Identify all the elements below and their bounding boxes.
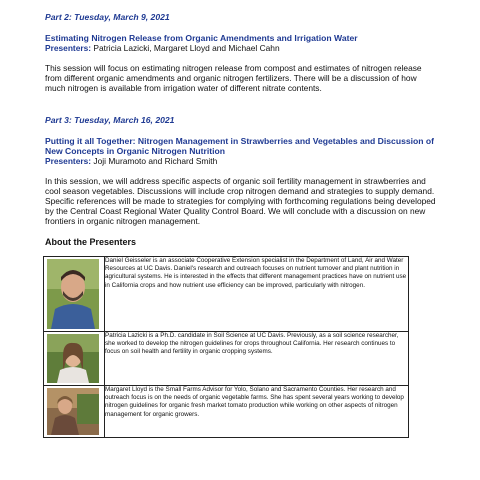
presenter-row xyxy=(44,386,409,438)
part2-session-title: Estimating Nitrogen Release from Organic Amendments and Irrigation Water xyxy=(45,33,358,43)
part2-presenters-label: Presenters: xyxy=(45,43,92,53)
presenter-row xyxy=(44,257,409,332)
part3-presenters xyxy=(45,156,217,166)
part3-heading: Part 3: Tuesday, March 16, 2021 xyxy=(45,115,175,125)
presenter-photo-daniel-geisseler xyxy=(47,259,99,329)
presenter-row xyxy=(44,332,409,386)
presenter-bio: Daniel Geisseler is an associate Cooperative Extension specialist in the Department of Land, Air and Water Resources at UC Davis. Daniel's research and outreach focuses on nutrient turnover and plant nutrition in agricultural systems. He is interested in the effects that different management practices have on nutrient use in California crops and how nutrient use efficiency can be improved, particularly with nitrogen. xyxy=(105,257,409,332)
presenter-bio: Margaret Lloyd is the Small Farms Advisor for Yolo, Solano and Sacramento Counties. Her research and outreach focus is on the needs of organic vegetable farms. She has spent several years working to develop nitrogen guidelines for organic fresh market tomato production while working on other aspects of nitrogen management for organic growers. xyxy=(105,386,409,438)
presenter-photo-patricia-lazicki xyxy=(47,334,99,383)
part3-session-title: Putting it all Together: Nitrogen Management in Strawberries and Vegetables and Discussion of New Concepts in Organic Nitrogen Nutrition xyxy=(45,136,435,156)
presenter-bio: Patricia Lazicki is a Ph.D. candidate in Soil Science at UC Davis. Previously, as a soil science researcher, she worked to develop the nitrogen guidelines for crops throughout California. Her research continues to focus on soil health and fertility in organic cropping systems. xyxy=(105,332,409,386)
presenters-table xyxy=(43,256,409,438)
part2-presenters xyxy=(45,43,280,53)
photo-cell xyxy=(44,332,105,386)
photo-cell xyxy=(44,386,105,438)
part2-presenters-names: Patricia Lazicki, Margaret Lloyd and Michael Cahn xyxy=(93,43,280,53)
part3-description: In this session, we will address specific aspects of organic soil fertility management in strawberries and cool season vegetables. Discussions will include crop nitrogen demand and strategies to supply demand. Specific references will be made to strategies for complying with forthcoming regulations being developed by the Central Coast Regional Water Quality Control Board. We will conclude with a discussion on new frontiers in organic nitrogen management. xyxy=(45,176,436,226)
photo-cell xyxy=(44,257,105,332)
about-presenters-heading: About the Presenters xyxy=(45,237,137,247)
part3-presenters-label: Presenters: xyxy=(45,156,92,166)
part2-description: This session will focus on estimating nitrogen release from compost and estimates of nitrogen release from different organic amendments and organic nitrogen fertilizers. There will be a discussion of how much nitrogen is available from irrigation water of different nitrate contents. xyxy=(45,63,422,93)
part2-heading: Part 2: Tuesday, March 9, 2021 xyxy=(45,12,170,22)
part3-presenters-names: Joji Muramoto and Richard Smith xyxy=(93,156,218,166)
presenter-photo-margaret-lloyd xyxy=(47,388,99,435)
